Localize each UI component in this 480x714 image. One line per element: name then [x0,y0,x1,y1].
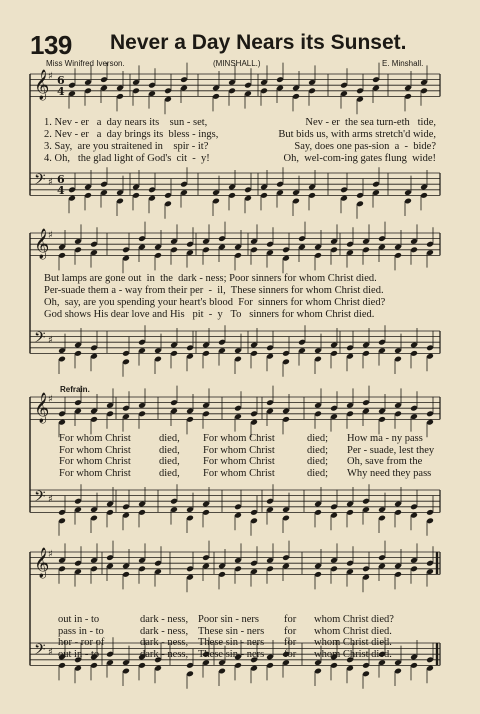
sharp-sign: ♯ [48,394,53,405]
time-signature: 6 [57,74,65,87]
bass-clef: 𝄢 [34,171,46,192]
sharp-sign: ♯ [48,335,53,346]
verse-4-line-1: 4. Oh, the glad light of God's cit - y! Oh, wel-com-ing gates flung wide! [44,153,436,164]
treble-clef: 𝄞 [34,229,50,259]
sharp-sign: ♯ [48,230,53,241]
sharp-sign: ♯ [48,71,53,82]
refrain-label: Refrain. [60,385,90,394]
time-signature: 4 [57,184,65,197]
treble-clef: 𝄞 [34,393,50,423]
sharp-sign: ♯ [48,549,53,560]
time-signature: 4 [57,85,65,98]
composer-credit: E. Minshall. [382,59,424,68]
refrain-2-verse-1: out in - to dark - ness, Poor sin - ners for whom Christ died? [58,614,394,625]
author-credit: Miss Winifred Iverson. [46,59,125,68]
hymn-number: 139 [30,30,72,60]
verse-1-line-1: 1. Nev - er a day nears its sun - set, Nev - er the sea turn-eth tide, [44,117,436,128]
sharp-sign: ♯ [48,647,53,658]
refrain-1-verse-4: For whom Christ died, For whom Christ died; Why need they pass [59,467,432,479]
refrain-2-verse-3: hor - ror of dark - ness, These sin - ners for whom Christ died. [58,637,392,648]
verse-2-line-1: 2. Nev - er a day brings its bless - ings, But bids us, with arms stretch'd wide, [44,129,436,140]
refrain-2-verse-2: pass in - to dark - ness, These sin - ners for whom Christ died. [58,625,392,637]
time-signature: 6 [57,173,65,186]
sharp-sign: ♯ [48,494,53,505]
treble-clef: 𝄞 [34,70,50,100]
bass-clef: 𝄢 [34,641,46,662]
refrain-lyrics-2 [58,614,394,660]
refrain-1-verse-2: For whom Christ died, For whom Christ died; Per - suade, lest they [59,444,435,456]
bass-clef: 𝄢 [34,329,46,350]
refrain-1-verse-1: For whom Christ died, For whom Christ died; How ma - ny pass [59,433,423,444]
refrain-1-verse-3: For whom Christ died, For whom Christ died; Oh, save from the [59,456,423,467]
treble-clef: 𝄞 [34,548,50,578]
hymn-title: Never a Day Nears its Sunset. [110,31,407,54]
sharp-sign: ♯ [48,177,53,188]
verse-3-line-2: Oh, say, are you spending your heart's blood For sinners for whom Christ died? [44,297,386,308]
bass-clef: 𝄢 [34,488,46,509]
verse-1-line-2: But lamps are gone out in the dark - ness; Poor sinners for whom Christ died. [44,273,377,284]
verse-3-line-1: 3. Say, are you straitened in spir - it? Say, does one pas-sion a - bide? [44,141,436,152]
verse-4-line-2: God shows His dear love and His pit - y To sinners for whom Christ died. [44,309,375,320]
refrain-lyrics-1 [59,433,434,479]
tune-name: (MINSHALL.) [213,59,261,68]
verse-2-line-2: Per-suade them a - way from their per - il, These sinners for whom Christ died. [44,285,384,296]
refrain-2-verse-4: out in - to dark - ness, These sin - ners for whom Christ died. [58,648,392,660]
